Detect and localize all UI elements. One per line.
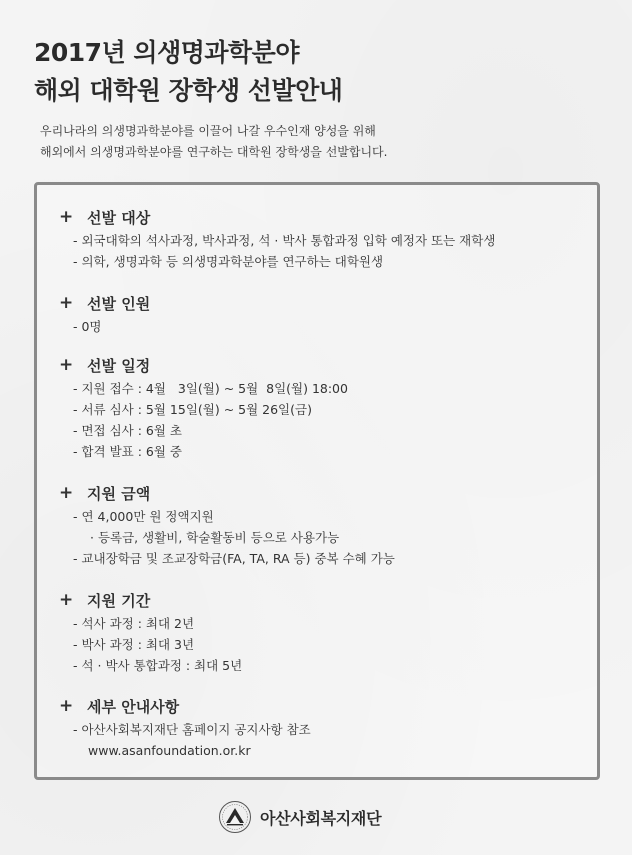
intro-line-2: 해외에서 의생명과학분야를 연구하는 대학원 장학생을 선발합니다.: [40, 145, 388, 159]
title-line-2: 해외 대학원 장학생 선발안내: [34, 76, 343, 105]
list-item: - 합격 발표 : 6월 중: [73, 444, 182, 459]
section-heading: 선발 인원: [87, 294, 151, 313]
section-items: [73, 316, 150, 337]
section-items: [73, 230, 495, 272]
section-selection-target: [59, 204, 495, 272]
section-items: [73, 378, 348, 462]
plus-icon: +: [59, 207, 74, 227]
section-support-amount: [59, 480, 395, 569]
title-line-1: 2017년 의생명과학분야: [34, 38, 299, 67]
details-box: [34, 182, 600, 780]
list-item: - 외국대학의 석사과정, 박사과정, 석 · 박사 통합과정 입학 예정자 또는 재학생: [73, 233, 496, 248]
intro-text: [40, 121, 387, 163]
section-support-period: [59, 587, 242, 676]
section-heading: 선발 대상: [87, 208, 151, 227]
plus-icon: +: [59, 590, 74, 610]
list-item: - 면접 심사 : 6월 초: [73, 423, 182, 438]
section-items: [73, 719, 311, 761]
list-item: - 서류 심사 : 5월 15일(월) ~ 5월 26일(금): [73, 402, 312, 417]
section-schedule: [59, 352, 348, 462]
plus-icon: +: [59, 483, 74, 503]
section-items: [73, 613, 242, 676]
list-item: - 의학, 생명과학 등 의생명과학분야를 연구하는 대학원생: [73, 254, 384, 269]
list-item: - 교내장학금 및 조교장학금(FA, TA, RA 등) 중복 수혜 가능: [73, 551, 395, 566]
section-heading: 지원 기간: [87, 591, 151, 610]
foundation-name: 아산사회복지재단: [260, 808, 382, 828]
list-item: - 석 · 박사 통합과정 : 최대 5년: [73, 658, 243, 673]
list-item: - 석사 과정 : 최대 2년: [73, 616, 195, 631]
list-sub-item: · 등록금, 생활비, 학술활동비 등으로 사용가능: [90, 530, 340, 545]
list-item: - 연 4,000만 원 정액지원: [73, 509, 214, 524]
section-items: [73, 506, 395, 569]
intro-line-1: 우리나라의 의생명과학분야를 이끌어 나갈 우수인재 양성을 위해: [40, 124, 376, 138]
section-selection-count: [59, 290, 150, 337]
list-item: - 박사 과정 : 최대 3년: [73, 637, 195, 652]
section-heading: 지원 금액: [87, 484, 151, 503]
footer: [218, 799, 381, 835]
plus-icon: +: [59, 696, 74, 716]
website-link[interactable]: www.asanfoundation.or.kr: [88, 743, 251, 758]
plus-icon: +: [59, 293, 74, 313]
page-title: [34, 34, 342, 110]
asan-foundation-logo-icon: [218, 800, 252, 834]
plus-icon: +: [59, 355, 74, 375]
list-item: - 0명: [73, 319, 102, 334]
list-item: - 지원 접수 : 4월 3일(월) ~ 5월 8일(월) 18:00: [73, 381, 348, 396]
list-item: - 아산사회복지재단 홈페이지 공지사항 참조: [73, 722, 311, 737]
section-heading: 선발 일정: [87, 356, 151, 375]
section-details: [59, 693, 311, 761]
section-heading: 세부 안내사항: [87, 697, 180, 716]
